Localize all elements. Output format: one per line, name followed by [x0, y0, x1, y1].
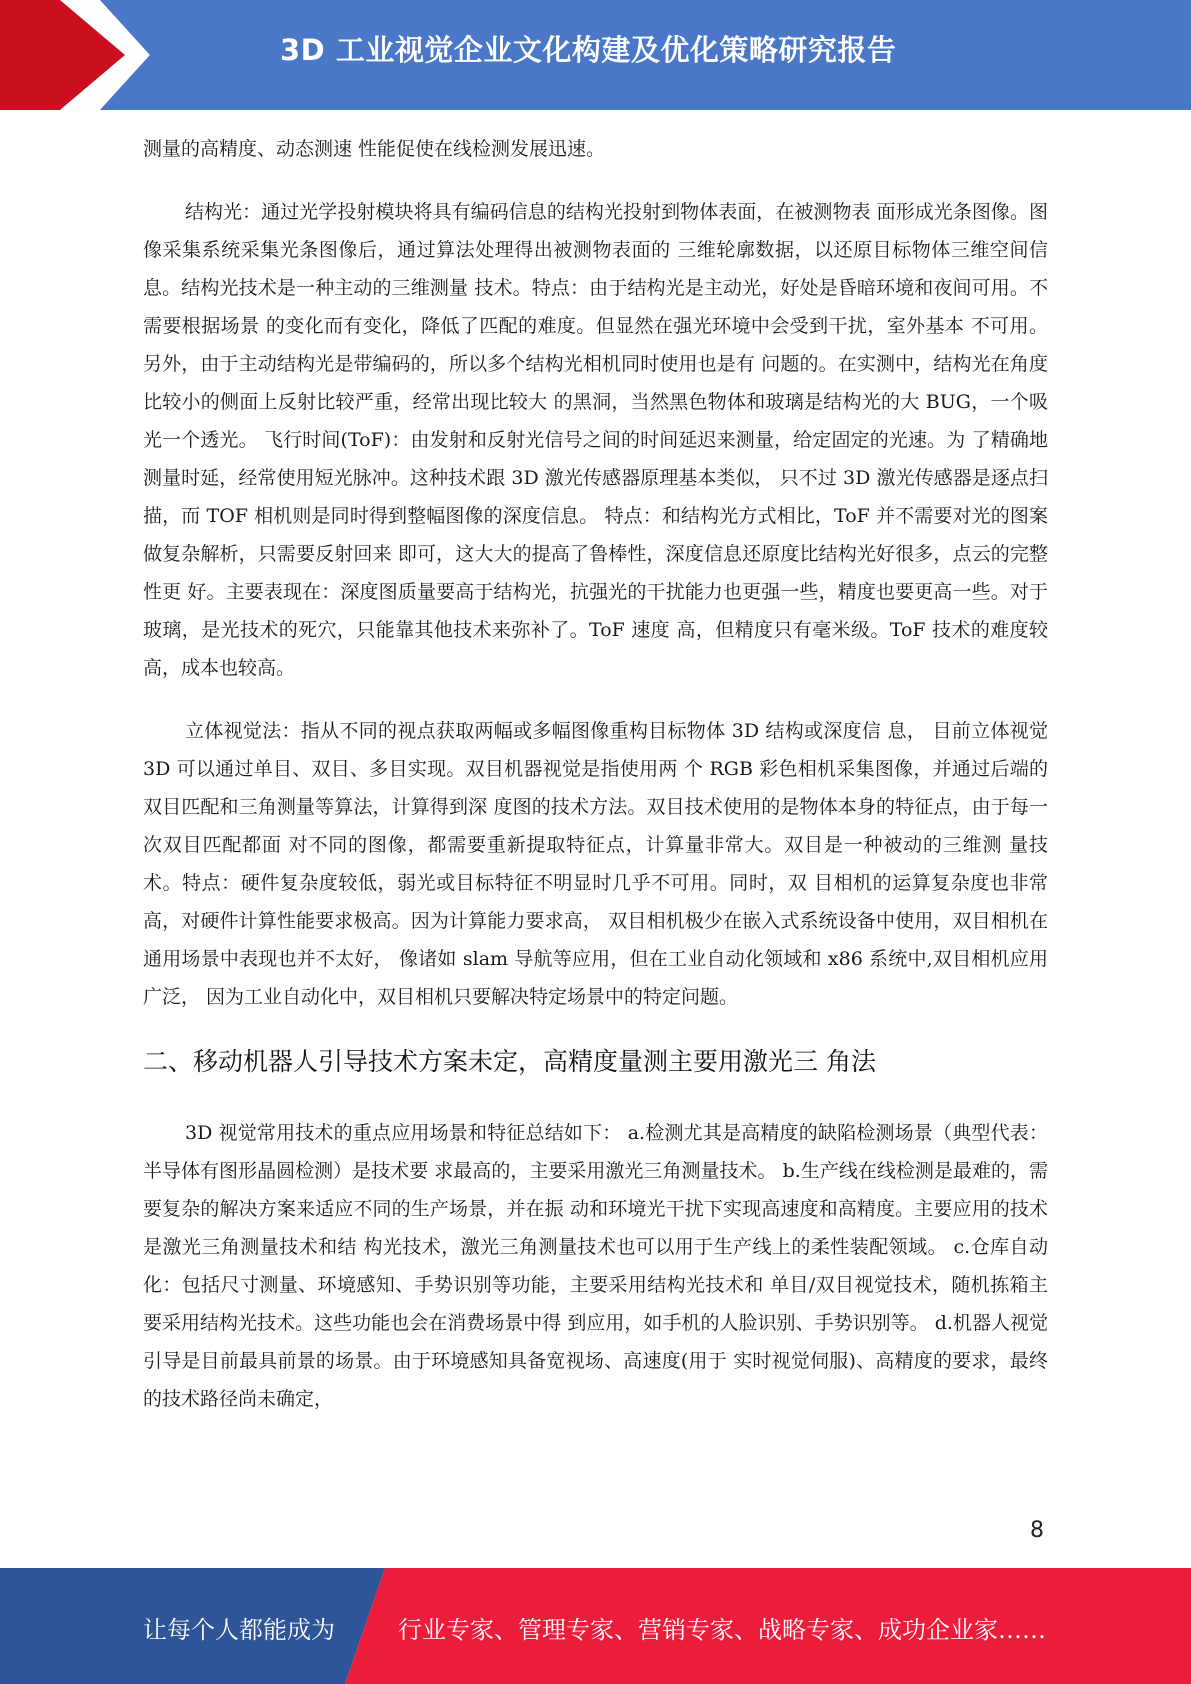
page-number: 8 — [1030, 1518, 1044, 1543]
section-heading: 二、移动机器人引导技术方案未定，高精度量测主要用激光三 角法 — [143, 1047, 876, 1076]
paragraph-structured-light: 结构光：通过光学投射模块将具有编码信息的结构光投射到物体表面，在被测物表 面形成光条图像。图像采集系统采集光条图像后，通过算法处理得出被测物表面的 三维轮廓数据，以还原目标物体三维空间信息。结构光技术是一种主动的三维测量 技术。特点：由于结构光是主动光，好处是昏暗环境和夜间可用。不需要根据场景 的变化而有变化，降低了匹配的难度。但显然在强光环境中会受到干扰，室外基本 不可用。另外，由于主动结构光是带编码的，所以多个结构光相机同时使用也是有 问题的。在实测中，结构光在角度比较小的侧面上反射比较严重，经常出现比较大 的黑洞，当然黑色物体和玻璃是结构光的大 BUG，一个吸光一个透光。 飞行时间(ToF)：由发射和反射光信号之间的时间延迟来测量，给定固定的光速。为 了精确地测量时延，经常使用短光脉冲。这种技术跟 3D 激光传感器原理基本类似， 只不过 3D 激光传感器是逐点扫描，而 TOF 相机则是同时得到整幅图像的深度信息。 特点：和结构光方式相比，ToF 并不需要对光的图案做复杂解析，只需要反射回来 即可，这大大的提高了鲁棒性，深度信息还原度比结构光好很多，点云的完整性更 好。主要表现在：深度图质量要高于结构光，抗强光的干扰能力也更强一些，精度也要更高一些。对于玻璃，是光技术的死穴，只能靠其他技术来弥补了。ToF 速度 高，但精度只有毫米级。ToF 技术的难度较高，成本也较高。 — [143, 201, 1048, 679]
paragraph-applications: 3D 视觉常用技术的重点应用场景和特征总结如下： a.检测尤其是高精度的缺陷检测场景（典型代表：半导体有图形晶圆检测）是技术要 求最高的，主要采用激光三角测量技术。 b.生产线在线检测是最难的，需要复杂的解决方案来适应不同的生产场景，并在振 动和环境光干扰下实现高速度和高精度。主要应用的技术是激光三角测量技术和结 构光技术，激光三角测量技术也可以用于生产线上的柔性装配领域。 c.仓库自动化：包括尺寸测量、环境感知、手势识别等功能，主要采用结构光技术和 单目/双目视觉技术，随机拣箱主要采用结构光技术。这些功能也会在消费场景中得 到应用，如手机的人脸识别、手势识别等。 d.机器人视觉引导是目前最具前景的场景。由于环境感知具备宽视场、高速度(用于 实时视觉伺服)、高精度的要求，最终的技术路径尚未确定， — [143, 1122, 1048, 1410]
page-header — [0, 0, 1191, 110]
footer-slogan-left: 让每个人都能成为 — [143, 1616, 335, 1644]
paragraph-stereo-vision: 立体视觉法：指从不同的视点获取两幅或多幅图像重构目标物体 3D 结构或深度信 息， 目前立体视觉 3D 可以通过单目、双目、多目实现。双目机器视觉是指使用两 个 RGB 彩色相机采集图像，并通过后端的双目匹配和三角测量等算法，计算得到深 度图的技术方法。双目技术使用的是物体本身的特征点，由于每一次双目匹配都面 对不同的图像，都需要重新提取特征点，计算量非常大。双目是一种被动的三维测 量技术。特点：硬件复杂度较低，弱光或目标特征不明显时几乎不可用。同时，双 目相机的运算复杂度也非常高，对硬件计算性能要求极高。因为计算能力要求高， 双目相机极少在嵌入式系统设备中使用，双目相机在通用场景中表现也并不太好， 像诸如 slam 导航等应用，但在工业自动化领域和 x86 系统中,双目相机应用广泛， 因为工业自动化中，双目相机只要解决特定场景中的特定问题。 — [143, 720, 1048, 1008]
footer-slogan-right: 行业专家、管理专家、营销专家、战略专家、成功企业家…… — [398, 1616, 1046, 1644]
paragraph-1: 测量的高精度、动态测速 性能促使在线检测发展迅速。 — [143, 138, 606, 160]
document-body — [143, 130, 1048, 1418]
report-title: 3D 工业视觉企业文化构建及优化策略研究报告 — [280, 33, 897, 67]
page-footer — [0, 1568, 1191, 1684]
